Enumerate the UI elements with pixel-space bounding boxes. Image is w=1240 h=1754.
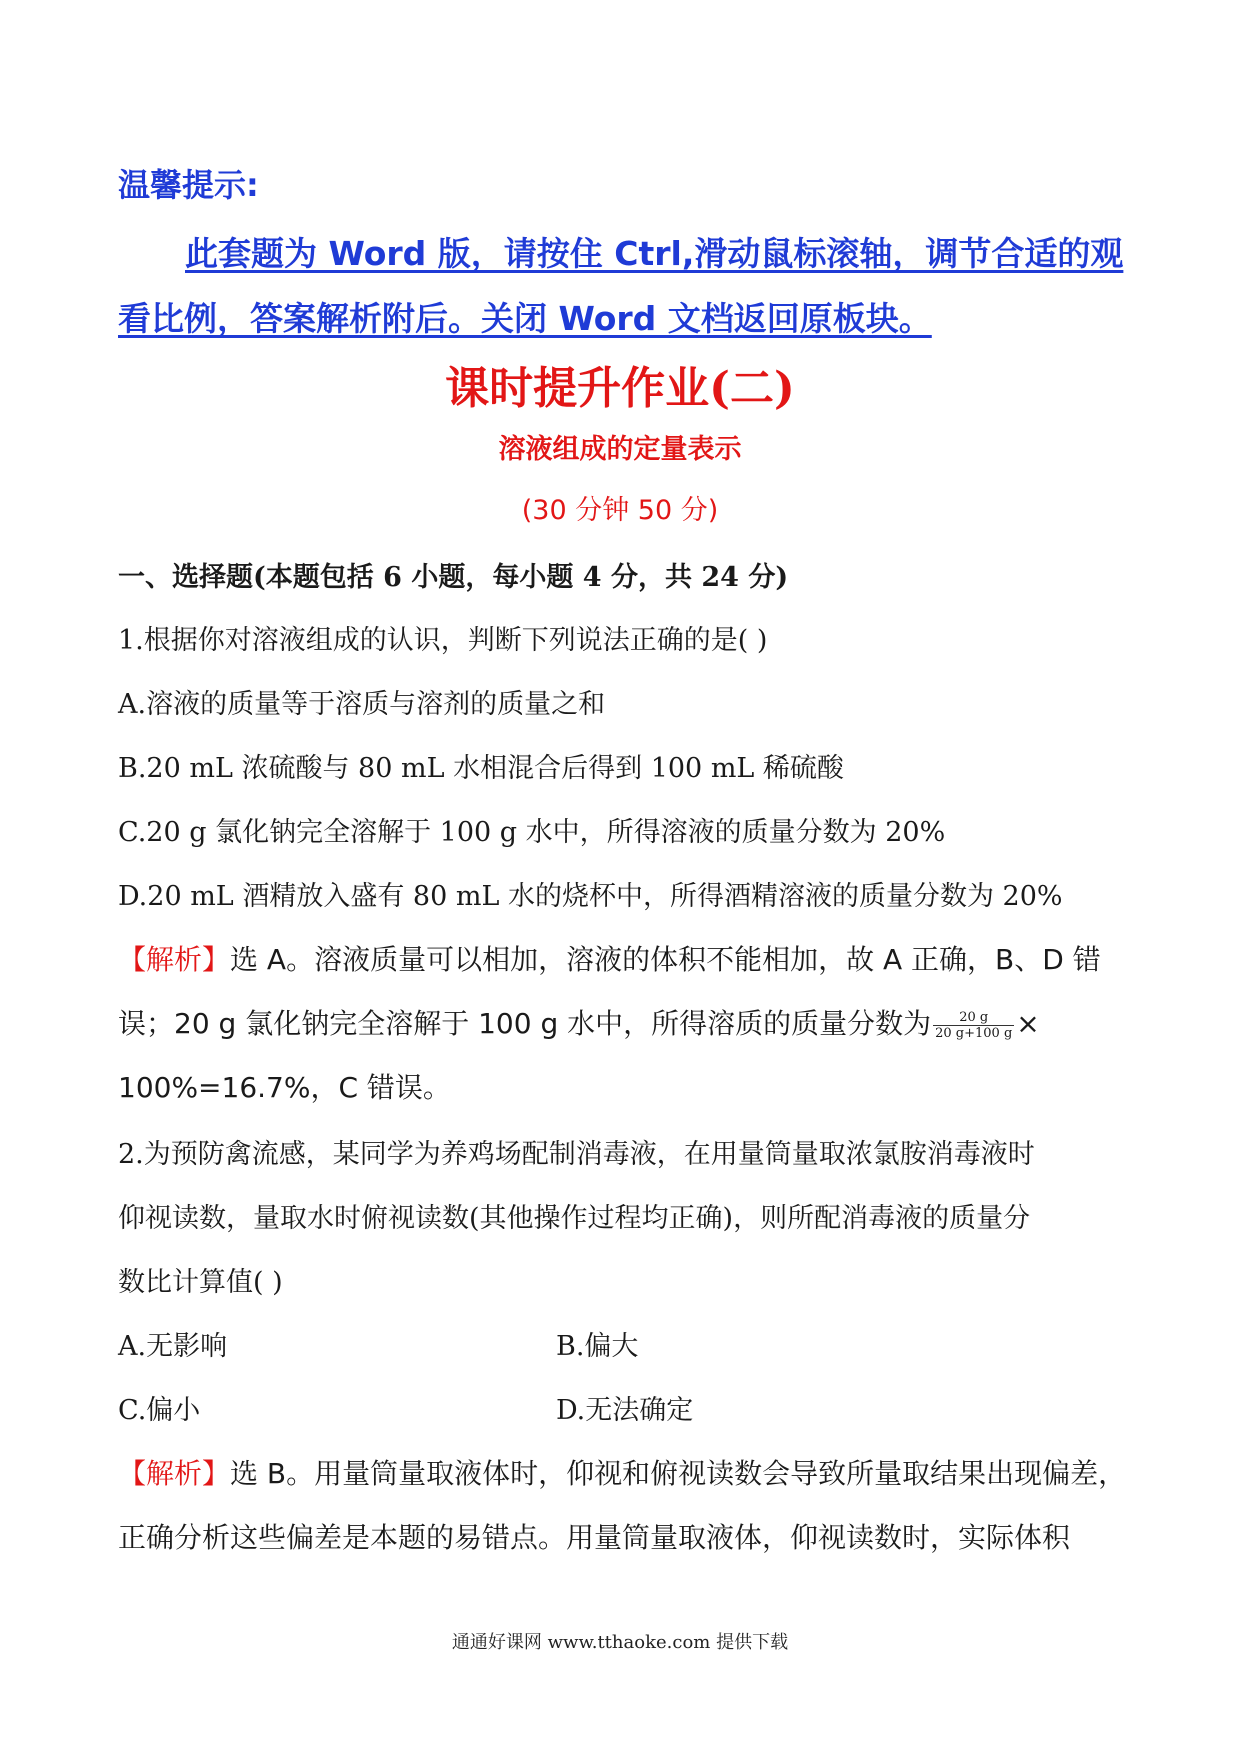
analysis-text: 选 B。用量筒量取液体时，仰视和俯视读数会导致所量取结果出现偏差， [230, 1457, 1127, 1490]
analysis-tag: 【解析】 [118, 943, 231, 976]
question-1-analysis-line-3: 100%=16.7%，C 错误。 [118, 1071, 451, 1104]
mass-fraction-formula [933, 1010, 1014, 1041]
question-2-option-a: A.无影响 [118, 1331, 228, 1362]
section-heading: 一、选择题(本题包括 6 小题，每小题 4 分，共 24 分) [118, 562, 789, 593]
question-2-stem-line-1: 2.为预防禽流感，某同学为养鸡场配制消毒液，在用量筒量取浓氯胺消毒液时 [118, 1139, 1035, 1170]
fraction-numerator: 20 g [933, 1010, 1014, 1026]
question-1-stem: 1.根据你对溶液组成的认识，判断下列说法正确的是( ) [118, 625, 768, 656]
fraction-denominator: 20 g+100 g [935, 1025, 1013, 1041]
question-1-analysis-line-2 [118, 1002, 1040, 1042]
page-title: 课时提升作业(二) [445, 363, 795, 414]
analysis-tag: 【解析】 [118, 1457, 231, 1490]
question-2-option-b: B.偏大 [556, 1331, 639, 1362]
question-2-stem-line-3: 数比计算值( ) [118, 1267, 283, 1298]
question-2-analysis-line-2: 正确分析这些偏差是本题的易错点。用量筒量取液体，仰视读数时，实际体积 [118, 1521, 1071, 1554]
question-1-option-d: D.20 mL 酒精放入盛有 80 mL 水的烧杯中，所得酒精溶液的质量分数为 20% [118, 881, 1063, 912]
tip-line-2[interactable]: 看比例，答案解析附后。关闭 Word 文档返回原板块。 [118, 299, 932, 338]
analysis-text: 误；20 g 氯化钠完全溶解于 100 g 水中，所得溶质的质量分数为 [118, 1007, 932, 1040]
time-score-line: (30 分钟 50 分) [521, 495, 719, 526]
question-2-analysis-line-1 [118, 1452, 1126, 1492]
question-1-analysis-line-1 [118, 938, 1101, 978]
page-subtitle: 溶液组成的定量表示 [498, 434, 742, 465]
question-2-option-c: C.偏小 [118, 1395, 201, 1426]
analysis-text: 选 A。溶液质量可以相加，溶液的体积不能相加，故 A 正确，B、D 错 [230, 943, 1101, 976]
question-1-option-a: A.溶液的质量等于溶质与溶剂的质量之和 [118, 689, 606, 720]
multiply-sign: × [1016, 1007, 1040, 1040]
question-2-option-d: D.无法确定 [556, 1395, 694, 1426]
question-1-option-b: B.20 mL 浓硫酸与 80 mL 水相混合后得到 100 mL 稀硫酸 [118, 753, 844, 784]
page-footer[interactable]: 通通好课网 www.tthaoke.com 提供下载 [451, 1632, 789, 1653]
question-1-option-c: C.20 g 氯化钠完全溶解于 100 g 水中，所得溶液的质量分数为 20% [118, 817, 946, 848]
tip-line-1[interactable]: 此套题为 Word 版，请按住 Ctrl,滑动鼠标滚轴，调节合适的观 [185, 234, 1124, 273]
question-2-stem-line-2: 仰视读数，量取水时俯视读数(其他操作过程均正确)，则所配消毒液的质量分 [118, 1203, 1031, 1234]
tip-title: 温馨提示: [118, 166, 259, 204]
